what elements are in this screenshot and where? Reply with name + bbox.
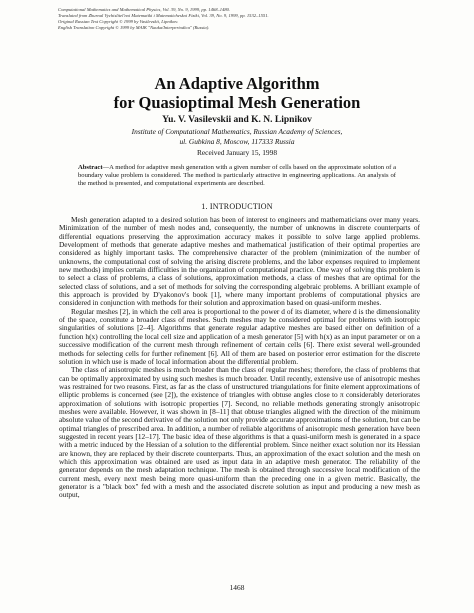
abstract — [78, 164, 396, 189]
section-heading: 1. INTRODUCTION — [201, 202, 273, 211]
paper-title-line-1: An Adaptive Algorithm — [154, 74, 320, 93]
citation-header — [58, 7, 358, 31]
citation-line: Original Russian Text Copyright © 1999 by Vasilevskii, Lipnikov. — [58, 18, 179, 24]
citation-line: English Translation Copyright © 1999 by MAIK "Nauka/Interperiodica" (Russia). — [58, 24, 210, 30]
affiliation-line-2: ul. Gubkina 8, Moscow, 117333 Russia — [179, 136, 295, 146]
citation-line: Translated from Zhurnal Vychislitel'noi Matematiki i Matematicheskoi Fiziki, Vol. 39, No. 9, 1999, pp. 1532–1551. — [58, 12, 269, 18]
paper-title-line-2: for Quasioptimal Mesh Generation — [113, 93, 361, 112]
affiliation-line-1: Institute of Computational Mathematics, Russian Academy of Sciences, — [131, 127, 343, 136]
citation-line: Computational Mathematics and Mathematical Physics, Vol. 39, No. 9, 1999, pp. 1468–1480. — [58, 7, 231, 12]
paragraph: Regular meshes [2], in which the cell area is proportional to the power d of its diameter, where d is the dimensionality of the space, constitute a broader class of meshes. Such meshes may be considered optimal for problems with isotropic singularities of solutions [2–4]. Algorithms that generate regular adaptive meshes are based either on definition of a function h(x) controlling the local cell size and application of a mesh generator [5] with h(x) as an input parameter or on a successive modification of the current mesh through refinement of certain cells [6]. There exist several well-grounded methods for selecting cells for further refinement [6]. All of them are based on posterior error estimation for the discrete solution in which use is made of local information about the differential problem. — [59, 306, 420, 366]
received-date: Received January 15, 1998 — [196, 148, 278, 157]
page-number: 1468 — [229, 583, 245, 592]
paragraph: The class of anisotropic meshes is much broader than the class of regular meshes; therefore, the class of problems that can be optimally approximated by using such meshes is much broader. Until recently, extensive use of anisotropic meshes was restrained for two reasons. First, as far as the class of unstructured triangulations for finite element approximations of elliptic problems is concerned (see [2]), the existence of triangles with obtuse angles close to π considerably deteriorates approximation of solutions with isotropic properties [7]. Second, no reliable methods generating strongly anisotropic meshes were available. However, it was shown in [8–11] that obtuse triangles aligned with the direction of the minimum absolute value of the second derivative of the solution not only provide accurate approximations of the solution, but can be optimal triangles of prescribed area. In addition, a number of reliable algorithms of anisotropic mesh generation have been suggested in recent years [12–17]. The basic idea of these algorithms is that a quasi-uniform mesh is generated in a space with a metric induced by the Hessian of a solution to the differential problem. Since neither exact solution nor its Hessian are known, they are replaced by their discrete counterparts. Thus, an approximation of the exact solution and the mesh on which this approximation was obtained are used as input data in an adaptive mesh generator. The reliability of the generator depends on the mesh adaptation technique. The mesh is obtained through successive local modification of the current mesh, every next mesh being more quasi-uniform than the preceding one in a given metric. Basically, the generator is a "black box" fed with a mesh and the associated discrete solution as input and producing a new mesh as output, — [59, 365, 420, 500]
abstract-text: —A method for adaptive mesh generation with a given number of cells based on the approximate solution of a boundary value problem is considered. The method is particularly attractive in engineering applications. An analysis of the method is presented, and computational experiments are described. — [78, 164, 396, 188]
abstract-label: Abstract — [78, 164, 103, 171]
authors: Yu. V. Vasilevskii and K. N. Lipnikov — [162, 115, 312, 125]
body-text — [59, 216, 420, 500]
paragraph: Mesh generation adapted to a desired solution has been of interest to engineers and mathematicians over many years. Minimization of the number of mesh nodes and, consequently, the number of unknowns in discrete counterparts of differential equations preserving the approximation accuracy makes it possible to solve large applied problems. Development of methods that generate adaptive meshes and mathematical justification of their optimal properties are considered as highly important tasks. The comprehensive character of the problem (minimization of the number of unknowns, the computational cost of solving the arising discrete problems, and the labor expenses required to implement new methods) implies certain difficulties in the organization of computational practice. One way of solving this problem is to select a class of problems, a class of solutions, approximation methods, a class of meshes that are optimal for the selected class of solutions, and a set of methods for solving the corresponding algebraic problems. A brilliant example of this approach is provided by D'yakonov's book [1], where many important problems of computational physics are considered in conjunction with methods for their solution and approximation based on quasi-uniform meshes. — [59, 215, 420, 308]
